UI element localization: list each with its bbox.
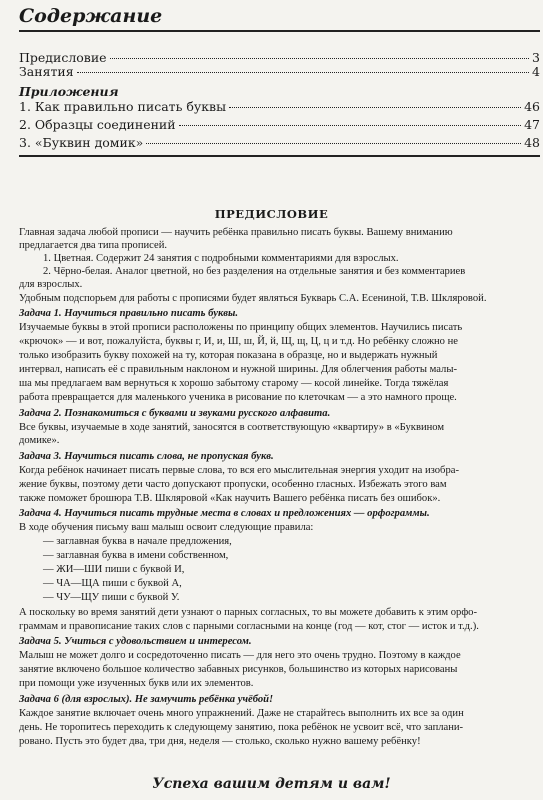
toc-row-page: 4 (532, 64, 540, 79)
task-line: «крючок» — и вот, пожалуйста, буквы г, И, и, Ш, ш, Й, й, Щ, щ, Ц, ц и т.д. Но ребёнку сложно не (19, 336, 458, 347)
task-line: ша мы предлагаем вам вернуться к хорошо забытому старому — косой линейке. Тогда тяжёлая (19, 378, 449, 389)
task-line: день. Не торопитесь переходить к следующему занятию, пока ребёнок не усвоит всё, что заплани- (19, 722, 464, 733)
preface-line: предлагается два типа прописей. (19, 240, 168, 251)
task-heading: Задача 2. Познакомиться с буквами и звуками русского алфавита. (19, 408, 331, 419)
toc-row-page: 3 (532, 50, 540, 65)
toc-row[interactable] (19, 50, 540, 65)
rule-item: — ЧУ—ЩУ пиши с буквой У. (43, 592, 180, 603)
toc-row-page: 46 (524, 99, 540, 114)
toc-leader-dots (146, 143, 521, 144)
rule-item: — ЧА—ЩА пиши с буквой А, (43, 578, 182, 589)
task-line: только изобразить букву похожей на ту, которая показана в образце, но и выдержать нужный (19, 350, 438, 361)
toc-bottom-rule (19, 155, 540, 157)
task-line: Изучаемые буквы в этой прописи расположены по принципу общих элементов. Научились писать (19, 322, 463, 333)
toc-row-label: Предисловие (19, 50, 107, 65)
preface-line: Главная задача любой прописи — научить ребёнка правильно писать буквы. Вашему вниманию (19, 227, 453, 238)
toc-leader-dots (77, 72, 529, 73)
task-heading: Задача 5. Учиться с удовольствием и интересом. (19, 636, 252, 647)
task-line: Когда ребёнок начинает писать первые слова, то вся его мыслительная энергия уходит на изобра- (19, 465, 459, 476)
task-line: интервал, написать её с правильным наклоном и нужной ширины. Для облегчения работы малы- (19, 364, 457, 375)
toc-leader-dots (110, 58, 529, 59)
toc-row[interactable] (19, 135, 540, 150)
task-heading: Задача 6 (для взрослых). Не замучить ребёнка учёбой! (19, 694, 274, 705)
toc-row-label: 2. Образцы соединений (19, 117, 176, 132)
task-line: домике». (19, 435, 60, 446)
rule-item: — заглавная буква в начале предложения, (43, 536, 232, 547)
task-line: Малыш не может долго и сосредоточенно писать — для него это очень трудно. Поэтому в каждое (19, 650, 461, 661)
preface-line: Удобным подспорьем для работы с прописями будет являться Букварь С.А. Есениной, Т.В. Шкляровой. (19, 293, 487, 304)
toc-row[interactable] (19, 99, 540, 114)
preface-line: 1. Цветная. Содержит 24 занятия с подробными комментариями для взрослых. (43, 253, 399, 264)
toc-row-label: 1. Как правильно писать буквы (19, 99, 227, 114)
preface-line: для взрослых. (19, 279, 83, 290)
toc-title-underline (19, 30, 540, 32)
toc-row-page: 47 (524, 117, 540, 132)
task-heading: Задача 1. Научиться правильно писать буквы. (19, 308, 239, 319)
toc-row[interactable] (19, 117, 540, 132)
toc-leader-dots (179, 125, 522, 126)
task-line: жение буквы, поэтому дети часто допускают пропуски, особенно гласных. Избежать этого вам (19, 479, 447, 490)
toc-row-label: 3. «Буквин домик» (19, 135, 144, 150)
toc-appendix-title: Приложения (19, 84, 119, 99)
preface-line: 2. Чёрно-белая. Аналог цветной, но без разделения на отдельные занятия и без комментариев (43, 266, 466, 277)
task-line: Каждое занятие включает очень много упражнений. Даже не старайтесь выполнить их все за один (19, 708, 464, 719)
rule-item: — заглавная буква в имени собственном, (43, 550, 229, 561)
toc-title: Содержание (19, 5, 163, 27)
preface-title: ПРЕДИСЛОВИЕ (214, 207, 329, 221)
task-line: занятие включено большое количество забавных рисунков, большинство из которых нарисованы (19, 664, 458, 675)
task-line: А поскольку во время занятий дети узнают о парных согласных, то вы можете добавить к этим орфо- (19, 607, 478, 618)
toc-row-label: Занятия (19, 64, 74, 79)
task-heading: Задача 4. Научиться писать трудные места в словах и предложениях — орфограммы. (19, 508, 430, 519)
task-line: ровано. Пусть это будет два, три дня, неделя — столько, сколько нужно вашему ребёнку! (19, 736, 421, 747)
task-line: граммам и правописание таких слов с парными согласными на конце (год — кот, стог — исток и т.д.). (19, 621, 479, 632)
task-line: работа превращается для маленького ученика в рисование по клеточкам — а это намного проще. (19, 392, 457, 403)
task-heading: Задача 3. Научиться писать слова, не пропуская букв. (19, 451, 274, 462)
toc-row-page: 48 (524, 135, 540, 150)
task-line: Все буквы, изучаемые в ходе занятий, заносятся в соответствующую «квартиру» в «Буквином (19, 422, 445, 433)
toc-leader-dots (229, 107, 521, 108)
rule-item: — ЖИ—ШИ пиши с буквой И, (43, 564, 185, 575)
task-line: В ходе обучения письму ваш малыш освоит следующие правила: (19, 522, 314, 533)
closing-wish: Успеха вашим детям и вам! (152, 776, 391, 792)
task-line: также поможет брошюра Т.В. Шкляровой «Как научить Вашего ребёнка писать без ошибок». (19, 493, 441, 504)
toc-row[interactable] (19, 64, 540, 79)
task-line: при помощи уже изученных букв или их элементов. (19, 678, 254, 689)
